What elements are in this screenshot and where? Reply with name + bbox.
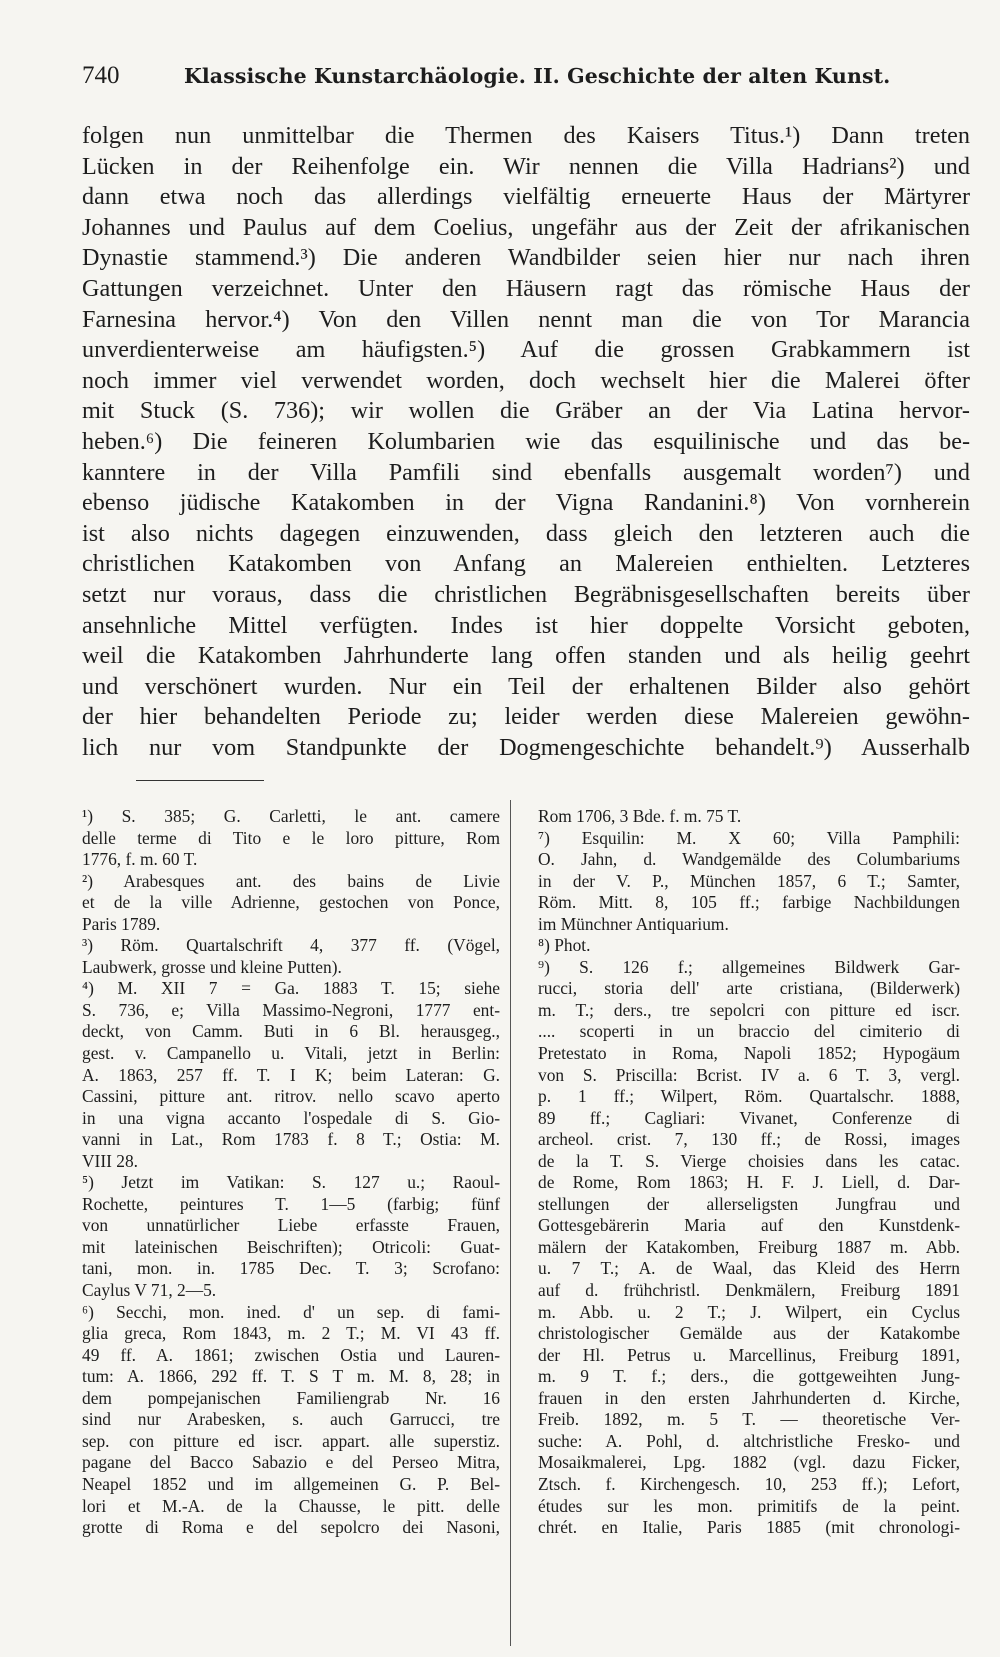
footnote-line: Röm. Mitt. 8, 105 ff.; farbige Nachbildungen bbox=[538, 892, 960, 913]
footnote-line: tani, mon. in. 1785 Dec. T. 3; Scrofano: bbox=[82, 1258, 500, 1279]
page-header bbox=[82, 60, 924, 92]
footnote-line: Cassini, pitture ant. ritrov. nello scavo aperto bbox=[82, 1086, 500, 1107]
body-text-line: Lücken in der Reihenfolge ein. Wir nennen die Villa Hadrians²) und bbox=[82, 152, 970, 180]
footnote-line: der Hl. Petrus u. Marcellinus, Freiburg 1891, bbox=[538, 1344, 960, 1365]
footnote-line: sind nur Arabesken, s. auch Garrucci, tre bbox=[82, 1409, 500, 1430]
footnote-line: Paris 1789. bbox=[82, 913, 161, 934]
footnote-line: m. Abb. u. 2 T.; J. Wilpert, ein Cyclus bbox=[538, 1301, 960, 1322]
body-text-line: ist also nichts dagegen einzuwenden, dass gleich den letzteren auch die bbox=[82, 519, 970, 547]
body-text-line: Johannes und Paulus auf dem Coelius, ungefähr aus der Zeit der afrikanischen bbox=[82, 213, 970, 241]
footnote-line: 49 ff. A. 1861; zwischen Ostia und Lauren- bbox=[82, 1344, 500, 1365]
footnotes-right-column bbox=[538, 806, 960, 1539]
footnote-line: von unnatürlicher Liebe erfasste Frauen, bbox=[82, 1215, 500, 1236]
footnote-line: p. 1 ff.; Wilpert, Röm. Quartalschr. 1888, bbox=[538, 1086, 960, 1107]
footnote-line: dem pompejanischen Familiengrab Nr. 16 bbox=[82, 1387, 500, 1408]
footnote-line: .... scoperti in un braccio del cimiterio di bbox=[538, 1021, 960, 1042]
footnote-line: Freib. 1892, m. 5 T. — theoretische Ver- bbox=[538, 1409, 960, 1430]
footnote-line: O. Jahn, d. Wandgemälde des Columbariums bbox=[538, 849, 960, 870]
footnote-line: ⁹) S. 126 f.; allgemeines Bildwerk Gar- bbox=[538, 956, 960, 977]
footnote-line: ⁸) Phot. bbox=[538, 935, 591, 956]
footnote-line: u. 7 T.; A. de Waal, das Kleid des Herrn bbox=[538, 1258, 960, 1279]
body-text-line: und verschönert wurden. Nur ein Teil der erhaltenen Bilder also gehört bbox=[82, 672, 970, 700]
footnote-line: christologischer Gemälde aus der Katakombe bbox=[538, 1323, 960, 1344]
footnote-line: Pretestato in Roma, Napoli 1852; Hypogäum bbox=[538, 1043, 960, 1064]
footnote-line: ⁵) Jetzt im Vatikan: S. 127 u.; Raoul- bbox=[82, 1172, 500, 1193]
footnote-line: ⁷) Esquilin: M. X 60; Villa Pamphili: bbox=[538, 827, 960, 848]
footnote-line: Neapel 1852 und im allgemeinen G. P. Bel- bbox=[82, 1473, 500, 1494]
footnote-line: ⁶) Secchi, mon. ined. d' un sep. di fami- bbox=[82, 1301, 500, 1322]
footnote-line: delle terme di Tito e le loro pitture, Rom bbox=[82, 827, 500, 848]
footnote-line: ³) Röm. Quartalschrift 4, 377 ff. (Vögel, bbox=[82, 935, 500, 956]
footnote-line: 89 ff.; Cagliari: Vivanet, Conferenze di bbox=[538, 1107, 960, 1128]
footnote-line: VIII 28. bbox=[82, 1150, 139, 1171]
body-text-line: folgen nun unmittelbar die Thermen des Kaisers Titus.¹) Dann treten bbox=[82, 122, 970, 149]
footnote-line: glia greca, Rom 1843, m. 2 T.; M. VI 43 ff. bbox=[82, 1323, 500, 1344]
page-number: 740 bbox=[82, 62, 120, 89]
footnote-line: stellungen der allerseligsten Jungfrau und bbox=[538, 1193, 960, 1214]
body-text-line: unverdienterweise am häufigsten.⁵) Auf die grossen Grabkammern ist bbox=[82, 336, 970, 364]
body-text-line: Gattungen verzeichnet. Unter den Häusern ragt das römische Haus der bbox=[82, 274, 970, 302]
footnote-line: sep. con pitture ed iscr. appart. alle superstiz. bbox=[82, 1430, 500, 1451]
footnote-line: pagane del Bacco Sabazio e del Perseo Mitra, bbox=[82, 1452, 500, 1473]
footnote-line: ¹) S. 385; G. Carletti, le ant. camere bbox=[82, 806, 500, 826]
footnote-line: ⁴) M. XII 7 = Ga. 1883 T. 15; siehe bbox=[82, 978, 500, 999]
footnote-line: m. 9 T. f.; ders., die gottgeweihten Jung- bbox=[538, 1366, 960, 1387]
body-text-line: mit Stuck (S. 736); wir wollen die Gräber an der Via Latina hervor- bbox=[82, 397, 970, 425]
footnote-line: chrét. en Italie, Paris 1885 (mit chronologi- bbox=[538, 1517, 960, 1538]
footnote-line: 1776, f. m. 60 T. bbox=[82, 849, 198, 870]
footnote-line: grotte di Roma e del sepolcro dei Nasoni, bbox=[82, 1517, 500, 1538]
body-text-line: heben.⁶) Die feineren Kolumbarien wie das esquilinische und das be- bbox=[82, 427, 970, 455]
footnote-line: vanni in Lat., Rom 1783 f. 8 T.; Ostia: M. bbox=[82, 1129, 500, 1150]
body-text-line: noch immer viel verwendet worden, doch wechselt hier die Malerei öfter bbox=[82, 366, 970, 394]
body-text-line: Dynastie stammend.³) Die anderen Wandbilder seien hier nur nach ihren bbox=[82, 244, 970, 272]
footnote-line: Ztsch. f. Kirchengesch. 10, 253 ff.); Lefort, bbox=[538, 1473, 960, 1494]
body-text-line: setzt nur voraus, dass die christlichen Begräbnisgesellschaften bereits über bbox=[82, 580, 970, 608]
footnote-line: suche: A. Pohl, d. altchristliche Fresko- und bbox=[538, 1430, 960, 1451]
footnote-rule bbox=[136, 780, 264, 781]
body-text-line: Farnesina hervor.⁴) Von den Villen nennt man die von Tor Marancia bbox=[82, 305, 970, 333]
body-text-line: dann etwa noch das allerdings vielfältig erneuerte Haus der Märtyrer bbox=[82, 183, 970, 211]
footnote-line: Laubwerk, grosse und kleine Putten). bbox=[82, 956, 342, 977]
footnote-line: deckt, von Camm. Buti in 6 Bl. herausgeg., bbox=[82, 1021, 500, 1042]
footnote-line: de la T. S. Vierge choisies dans les catac. bbox=[538, 1150, 960, 1171]
body-text-line: christlichen Katakomben von Anfang an Malereien enthielten. Letzteres bbox=[82, 550, 970, 578]
footnote-line: in una vigna accanto l'ospedale di S. Gio- bbox=[82, 1107, 500, 1128]
footnote-line: Mosaikmalerei, Lpg. 1882 (vgl. dazu Ficker, bbox=[538, 1452, 960, 1473]
footnote-line: A. 1863, 257 ff. T. I K; beim Lateran: G. bbox=[82, 1064, 500, 1085]
footnote-line: frauen in den ersten Jahrhunderten d. Kirche, bbox=[538, 1387, 960, 1408]
footnote-line: Rochette, peintures T. 1—5 (farbig; fünf bbox=[82, 1193, 500, 1214]
footnote-column-divider bbox=[510, 800, 511, 1646]
body-text-line: ansehnliche Mittel verfügten. Indes ist hier doppelte Vorsicht geboten, bbox=[82, 611, 970, 639]
footnote-line: m. T.; ders., tre sepolcri con pitture ed iscr. bbox=[538, 999, 960, 1020]
running-head: Klassische Kunstarchäologie. II. Geschichte der alten Kunst. bbox=[184, 64, 891, 88]
footnote-line: Gottesgebärerin Maria auf den Kunstdenk- bbox=[538, 1215, 960, 1236]
footnote-line: im Münchner Antiquarium. bbox=[538, 913, 729, 934]
main-text bbox=[82, 121, 970, 763]
body-text-line: ebenso jüdische Katakomben in der Vigna Randanini.⁸) Von vornherein bbox=[82, 489, 970, 517]
footnote-line: ²) Arabesques ant. des bains de Livie bbox=[82, 870, 500, 891]
footnote-line: archeol. crist. 7, 130 ff.; de Rossi, images bbox=[538, 1129, 960, 1150]
footnote-line: gest. v. Campanello u. Vitali, jetzt in Berlin: bbox=[82, 1043, 500, 1064]
footnote-line: mälern der Katakomben, Freiburg 1887 m. Abb. bbox=[538, 1236, 960, 1257]
footnote-line: von S. Priscilla: Bcrist. IV a. 6 T. 3, vergl. bbox=[538, 1064, 960, 1085]
footnote-line: rucci, storia dell' arte cristiana, (Bilderwerk) bbox=[538, 978, 960, 999]
footnote-line: et de la ville Adrienne, gestochen von Ponce, bbox=[82, 892, 500, 913]
footnote-line: mit lateinischen Beischriften); Otricoli: Guat- bbox=[82, 1236, 500, 1257]
footnote-line: Caylus V 71, 2—5. bbox=[82, 1280, 217, 1301]
footnote-line: Rom 1706, 3 Bde. f. m. 75 T. bbox=[538, 806, 742, 826]
body-text-line: der hier behandelten Periode zu; leider werden diese Malereien gewöhn- bbox=[82, 703, 970, 731]
body-text-line: lich nur vom Standpunkte der Dogmengeschichte behandelt.⁹) Ausserhalb bbox=[82, 733, 970, 761]
footnote-line: auf d. frühchristl. Denkmälern, Freiburg 1891 bbox=[538, 1280, 960, 1301]
footnote-line: S. 736, e; Villa Massimo-Negroni, 1777 ent- bbox=[82, 999, 500, 1020]
body-text-line: kanntere in der Villa Pamfili sind ebenfalls ausgemalt worden⁷) und bbox=[82, 458, 970, 486]
footnote-line: études sur les mon. primitifs de la peint. bbox=[538, 1495, 960, 1516]
body-text-line: weil die Katakomben Jahrhunderte lang offen standen und als heilig geehrt bbox=[82, 642, 970, 670]
footnotes-left-column bbox=[82, 806, 500, 1539]
footnote-line: lori et M.-A. de la Chausse, le pitt. delle bbox=[82, 1495, 500, 1516]
footnote-line: tum: A. 1866, 292 ff. T. S T m. M. 8, 28; in bbox=[82, 1366, 500, 1387]
footnote-line: de Rome, Rom 1863; H. F. J. Liell, d. Dar- bbox=[538, 1172, 960, 1193]
footnote-line: in der V. P., München 1857, 6 T.; Samter, bbox=[538, 870, 960, 891]
